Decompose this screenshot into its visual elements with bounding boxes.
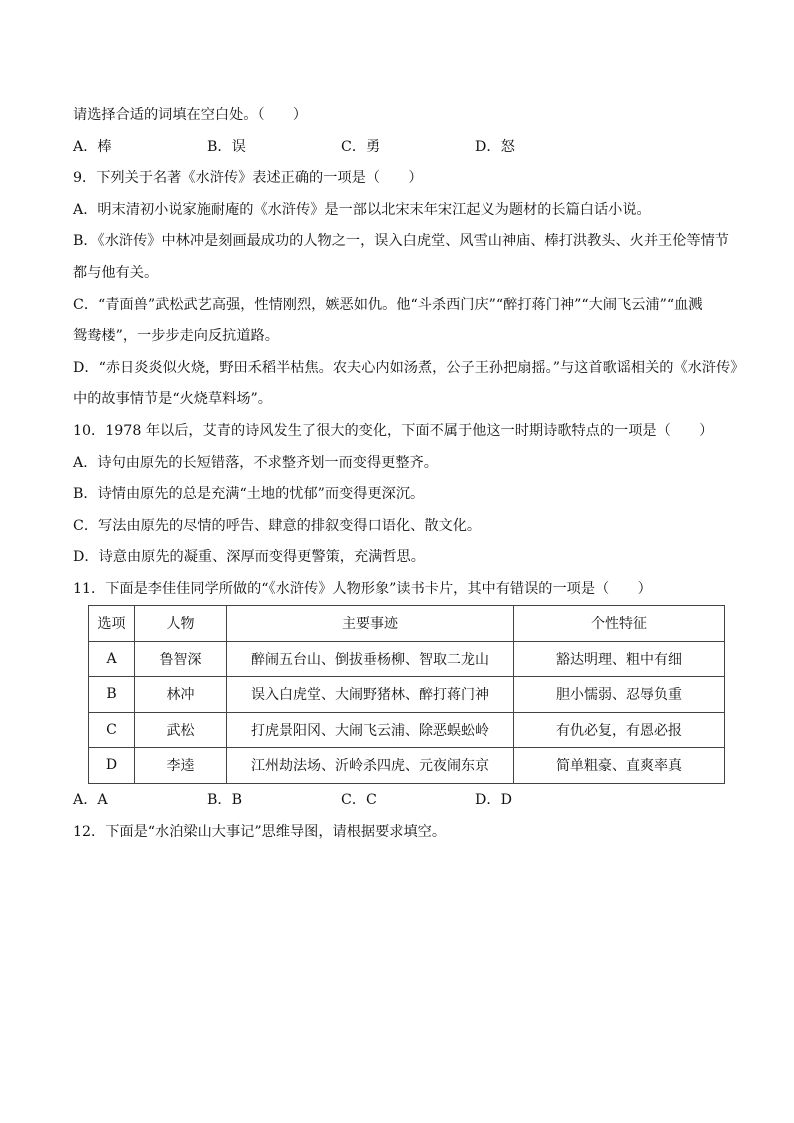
q8-option-d: D．怒 <box>475 138 515 155</box>
q10-stem: 10．1978 年以后，艾青的诗风发生了很大的变化，下面不属于他这一时期诗歌特点的一项是（ ） <box>73 422 714 439</box>
row-deeds: 打虎景阳冈、大闹飞云浦、除恶蜈蚣岭 <box>227 712 514 748</box>
row-deeds: 误入白虎堂、大闹野猪林、醉打蒋门神 <box>227 677 514 713</box>
table-row <box>89 712 725 748</box>
row-option: D <box>89 748 135 784</box>
exam-page <box>73 102 745 608</box>
q9-option-c-line2: 鸳鸯楼”，一步步走向反抗道路。 <box>73 328 279 345</box>
row-option: B <box>89 677 135 713</box>
q11-option-b: B．B <box>207 792 243 808</box>
q8-option-b: B．误 <box>207 138 246 155</box>
header-traits: 个性特征 <box>514 606 725 642</box>
q11-option-d: D．D <box>475 792 512 808</box>
q10-option-b: B．诗情由原先的总是充满“土地的忧郁”而变得更深沉。 <box>73 486 425 503</box>
table-header-row <box>89 606 725 642</box>
header-character: 人物 <box>135 606 227 642</box>
q9-option-b-line2: 都与他有关。 <box>73 264 159 281</box>
row-traits: 豁达明理、粗中有细 <box>514 641 725 677</box>
q9-option-b-line1: B．《水浒传》中林冲是刻画最成功的人物之一，误入白虎堂、风雪山神庙、棒打洪教头、火并王伦等情节 <box>73 233 729 250</box>
q8-option-c: C．勇 <box>341 138 381 155</box>
row-option: A <box>89 641 135 677</box>
row-character: 鲁智深 <box>135 641 227 677</box>
header-deeds: 主要事迹 <box>227 606 514 642</box>
row-option: C <box>89 712 135 748</box>
row-character: 林冲 <box>135 677 227 713</box>
q11-options <box>73 787 733 819</box>
row-traits: 胆小懦弱、忍辱负重 <box>514 677 725 713</box>
q10-option-a: A．诗句由原先的长短错落，不求整齐划一而变得更整齐。 <box>73 454 438 471</box>
q9-option-c-line1: C．“青面兽”武松武艺高强，性情刚烈，嫉恶如仇。他“斗杀西门庆”“醉打蒋门神”“大闹飞云浦”“血溅 <box>73 296 703 313</box>
q9-option-d-line1: D．“赤日炎炎似火烧，野田禾稻半枯焦。农夫心内如汤煮，公子王孙把扇摇。”与这首歌谣相关的《水浒传》 <box>73 359 745 376</box>
q11-option-c: C．C <box>341 792 377 808</box>
table-row <box>89 748 725 784</box>
row-deeds: 江州劫法场、沂岭杀四虎、元夜闹东京 <box>227 748 514 784</box>
q11-option-a: A．A <box>73 792 108 808</box>
q11-stem: 11．下面是李佳佳同学所做的“《水浒传》人物形象”读书卡片，其中有错误的一项是（ ） <box>73 580 652 597</box>
table-row <box>89 677 725 713</box>
q9-option-a: A．明末清初小说家施耐庵的《水浒传》是一部以北宋末年宋江起义为题材的长篇白话小说。 <box>73 201 651 218</box>
row-deeds: 醉闹五台山、倒拔垂杨柳、智取二龙山 <box>227 641 514 677</box>
q10-option-c: C．写法由原先的尽情的呼告、肆意的排叙变得口语化、散文化。 <box>73 517 482 534</box>
q12-stem: 12．下面是“水泊梁山大事记”思维导图，请根据要求填空。 <box>73 823 447 840</box>
reading-card-table <box>88 605 725 784</box>
q9-option-d-line2: 中的故事情节是“火烧草料场”。 <box>73 391 272 408</box>
q8-stem: 请选择合适的词填在空白处。（ ） <box>73 107 308 123</box>
row-traits: 有仇必复，有恩必报 <box>514 712 725 748</box>
row-character: 李逵 <box>135 748 227 784</box>
after-table-section <box>73 787 733 850</box>
q9-stem: 9．下列关于名著《水浒传》表述正确的一项是（ ） <box>73 170 423 187</box>
q8-option-a: A．棒 <box>73 138 112 155</box>
table-row <box>89 641 725 677</box>
q8-options <box>73 134 733 166</box>
header-option: 选项 <box>89 606 135 642</box>
q10-option-d: D．诗意由原先的凝重、深厚而变得更警策，充满哲思。 <box>73 549 425 566</box>
row-character: 武松 <box>135 712 227 748</box>
row-traits: 简单粗豪、直爽率真 <box>514 748 725 784</box>
